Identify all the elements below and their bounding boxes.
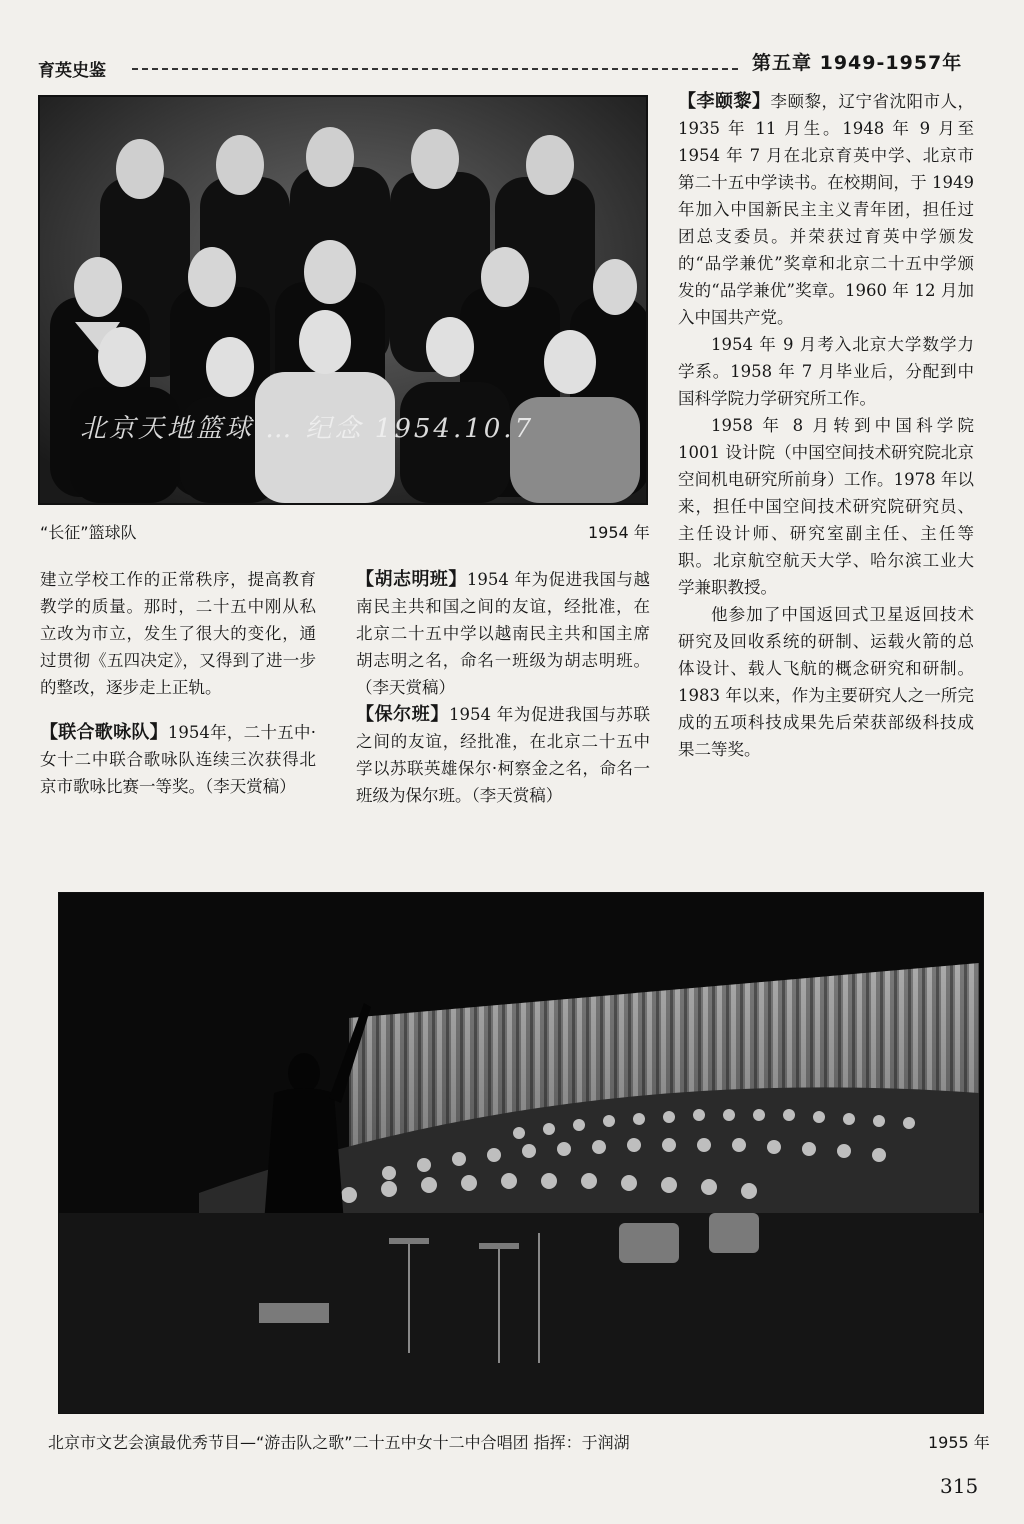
hochiminh-text: 1954 年为促进我国与越南民主共和国之间的友谊，经批准，在北京二十五中学以越南民主共和国主席胡志明之名，命名一班级为胡志明班。（李天赏稿） [356,570,650,697]
right-column [678,88,974,763]
li-yili-heading: 【李颐黎】 [678,91,771,112]
li-yili-text-1: 李颐黎，辽宁省沈阳市人，1935 年 11 月生。1948 年 9 月至 1954 年 7 月在北京育英中学、北京市第二十五中学读书。在校期间，于 1949 年加入中国新民主主义青年团，担任过团总支委员。并荣获过育英中学颁发的“品学兼优”奖章和北京二十五中学颁发的“品学兼优”奖章。1960 年 12 月加入中国共产党。 [678,92,974,327]
li-yili-paragraph-1 [678,88,974,331]
photo2-caption: 北京市文艺会演最优秀节目—“游击队之歌”二十五中女十二中合唱团 指挥：于润湖 [48,1433,630,1452]
header-rule [132,68,738,70]
choir-stage-image [59,893,983,1413]
middle-column [356,566,650,809]
hochiminh-paragraph [356,566,650,701]
left-paragraph-2 [40,719,316,800]
basketball-team-photo [38,95,648,505]
pavel-text: 1954 年为促进我国与苏联之间的友谊，经批准，在北京二十五中学以苏联英雄保尔·柯察金之名，命名一班级为保尔班。（李天赏稿） [356,705,650,805]
page-number: 315 [940,1474,979,1498]
li-yili-paragraph-4: 他参加了中国返回式卫星返回技术研究及回收系统的研制、运载火箭的总体设计、载人飞航的概念研究和研制。1983 年以来，作为主要研究人之一所完成的五项科技成果先后荣获部级科技成果二等奖。 [678,605,974,759]
pavel-heading: 【保尔班】 [356,704,449,725]
pavel-paragraph [356,701,650,809]
left-column [40,566,316,800]
chapter-title: 第五章 1949-1957年 [752,52,963,74]
hochiminh-heading: 【胡志明班】 [356,569,467,590]
li-yili-paragraph-2: 1954 年 9 月考入北京大学数学力学系。1958 年 7 月毕业后，分配到中国科学院力学研究所工作。 [678,335,974,408]
photo-inscription: 北京天地篮球 … 纪念 1954.10.7 [80,414,535,444]
photo1-year: 1954 年 [588,523,650,542]
choir-photo [58,892,984,1414]
li-yili-paragraph-3: 1958 年 8 月转到中国科学院 1001 设计院（中国空间技术研究院北京空间机电研究所前身）工作。1978 年以来，担任中国空间技术研究院研究员、主任设计师、研究室副主任、主任等职。北京航空航天大学、哈尔滨工业大学兼职教授。 [678,416,974,597]
photo1-caption: “长征”篮球队 [40,523,137,542]
choir-text: 1954年，二十五中·女十二中联合歌咏队连续三次获得北京市歌咏比赛一等奖。（李天赏稿） [40,723,316,796]
book-title: 育英史鉴 [38,61,106,81]
photo2-year: 1955 年 [928,1433,990,1452]
choir-heading: 【联合歌咏队】 [40,722,168,743]
left-paragraph-1: 建立学校工作的正常秩序，提高教育教学的质量。那时，二十五中刚从私立改为市立，发生了很大的变化，通过贯彻《五四决定》，又得到了进一步的整改，逐步走上正轨。 [40,570,316,697]
